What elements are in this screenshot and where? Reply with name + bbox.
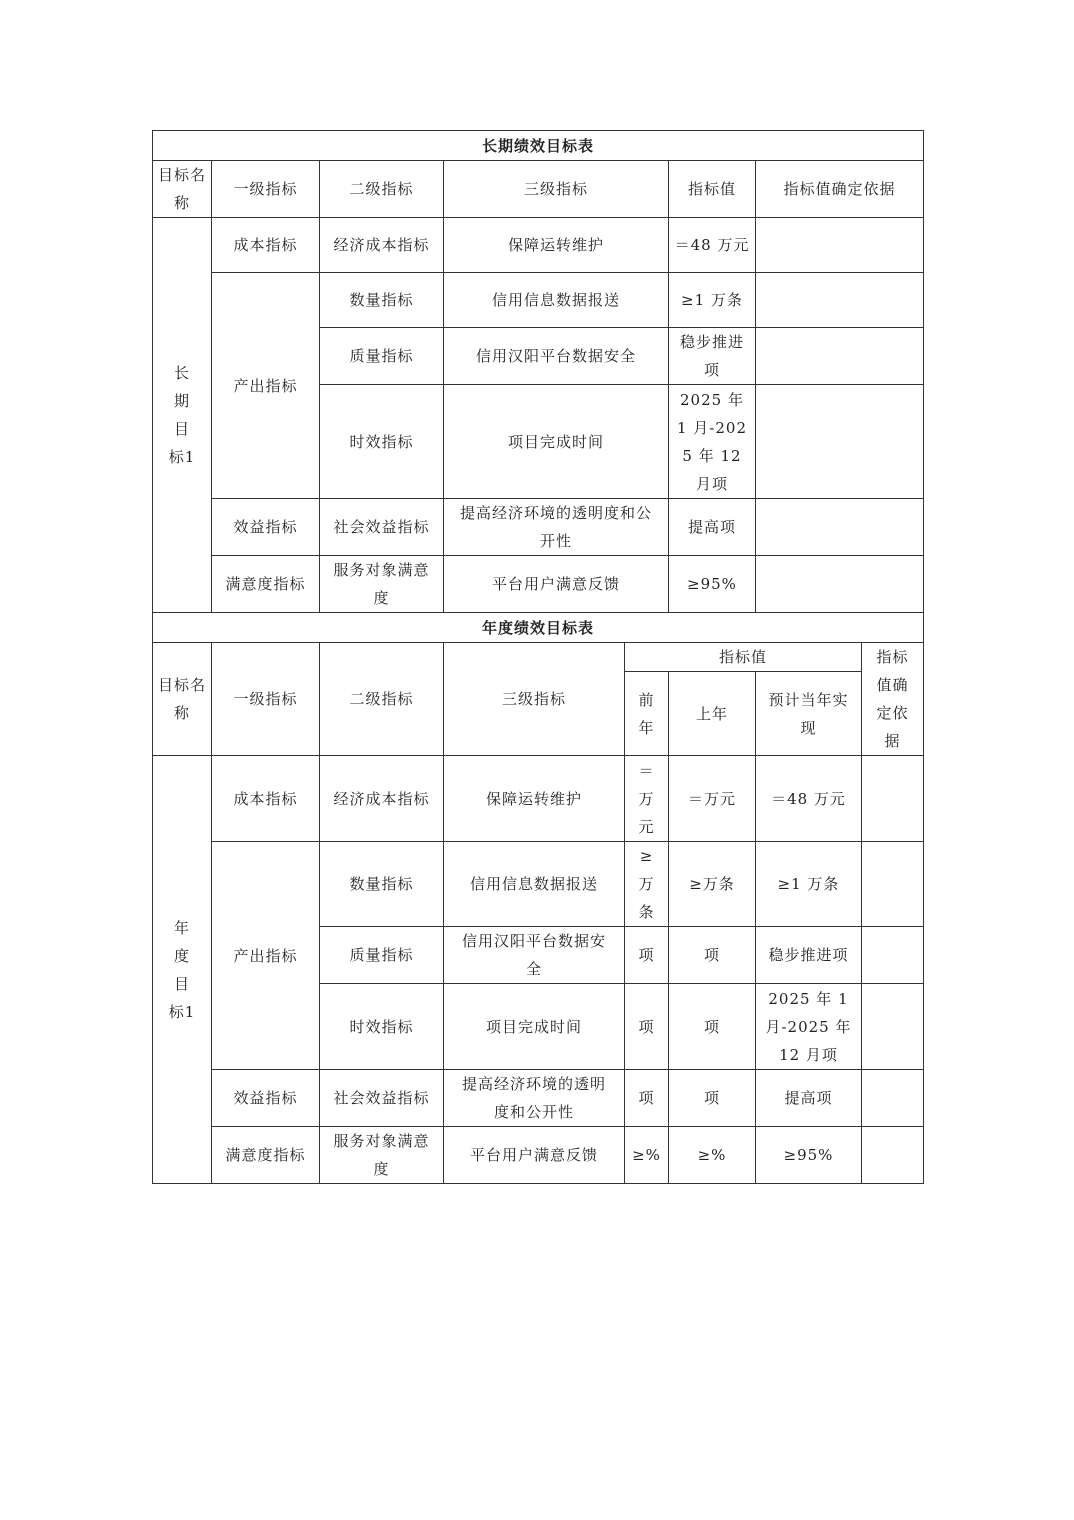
prev-prev-cell: 项: [625, 1070, 669, 1127]
annual-table-title: 年度绩效目标表: [153, 613, 924, 643]
table-row: [153, 842, 924, 927]
basis-cell: [862, 1070, 924, 1127]
basis-cell: [862, 756, 924, 842]
basis-cell: [862, 984, 924, 1070]
basis-cell: [756, 218, 924, 273]
long-term-table-title: 长期绩效目标表: [153, 131, 924, 161]
basis-cell: [862, 842, 924, 927]
level3-cell: 提高经济环境的透明度和公开性: [444, 499, 669, 556]
table-row: [153, 556, 924, 613]
header-level2: 二级指标: [320, 643, 444, 756]
header-level3: 三级指标: [444, 643, 625, 756]
level2-cell: 社会效益指标: [320, 1070, 444, 1127]
level1-cell: 产出指标: [212, 273, 320, 499]
current-cell: ≥95%: [756, 1127, 862, 1184]
level1-cell: 效益指标: [212, 499, 320, 556]
annual-goal-table: [152, 612, 924, 1184]
basis-cell: [862, 927, 924, 984]
level2-cell: 经济成本指标: [320, 756, 444, 842]
level2-cell: 服务对象满意度: [320, 556, 444, 613]
level2-cell: 时效指标: [320, 385, 444, 499]
level1-cell: 成本指标: [212, 756, 320, 842]
level3-cell: 保障运转维护: [444, 218, 669, 273]
prev-prev-cell: ≥万条: [625, 842, 669, 927]
basis-cell: [756, 328, 924, 385]
prev-cell: ≥%: [669, 1127, 756, 1184]
level3-cell: 信用汉阳平台数据安全: [444, 927, 625, 984]
level1-cell: 成本指标: [212, 218, 320, 273]
header-value: 指标值: [669, 161, 756, 218]
prev-prev-cell: ＝万元: [625, 756, 669, 842]
level3-cell: 平台用户满意反馈: [444, 556, 669, 613]
level3-cell: 项目完成时间: [444, 984, 625, 1070]
prev-cell: ＝万元: [669, 756, 756, 842]
level1-cell: 产出指标: [212, 842, 320, 1070]
header-basis: 指标值确定依据: [862, 643, 924, 756]
level2-cell: 社会效益指标: [320, 499, 444, 556]
current-cell: 稳步推进项: [756, 927, 862, 984]
value-cell: ≥95%: [669, 556, 756, 613]
table-row: [153, 756, 924, 842]
level2-cell: 质量指标: [320, 328, 444, 385]
prev-cell: 项: [669, 927, 756, 984]
prev-prev-cell: ≥%: [625, 1127, 669, 1184]
level3-cell: 平台用户满意反馈: [444, 1127, 625, 1184]
long-term-goal-table: [152, 130, 924, 613]
prev-prev-cell: 项: [625, 984, 669, 1070]
basis-cell: [756, 556, 924, 613]
basis-cell: [756, 499, 924, 556]
header-prev-year: 上年: [669, 672, 756, 756]
header-current-year: 预计当年实现: [756, 672, 862, 756]
header-level3: 三级指标: [444, 161, 669, 218]
value-cell: ≥1 万条: [669, 273, 756, 328]
level1-cell: 满意度指标: [212, 1127, 320, 1184]
level3-cell: 项目完成时间: [444, 385, 669, 499]
goal-name-cell: 长期目标1: [153, 218, 212, 613]
basis-cell: [756, 385, 924, 499]
current-cell: ≥1 万条: [756, 842, 862, 927]
prev-cell: 项: [669, 1070, 756, 1127]
level2-cell: 服务对象满意度: [320, 1127, 444, 1184]
current-cell: 提高项: [756, 1070, 862, 1127]
header-level2: 二级指标: [320, 161, 444, 218]
level2-cell: 经济成本指标: [320, 218, 444, 273]
table-row: [153, 1070, 924, 1127]
goal-name-cell: 年度目标1: [153, 756, 212, 1184]
prev-prev-cell: 项: [625, 927, 669, 984]
level2-cell: 数量指标: [320, 842, 444, 927]
prev-cell: 项: [669, 984, 756, 1070]
header-goal-name: 目标名称: [153, 161, 212, 218]
level3-cell: 信用汉阳平台数据安全: [444, 328, 669, 385]
value-cell: 稳步推进项: [669, 328, 756, 385]
level1-cell: 效益指标: [212, 1070, 320, 1127]
current-cell: 2025 年 1 月-2025 年 12 月项: [756, 984, 862, 1070]
current-cell: ＝48 万元: [756, 756, 862, 842]
basis-cell: [756, 273, 924, 328]
table-row: [153, 1127, 924, 1184]
level3-cell: 信用信息数据报送: [444, 273, 669, 328]
level2-cell: 质量指标: [320, 927, 444, 984]
value-cell: 2025 年 1 月-2025 年 12 月项: [669, 385, 756, 499]
header-prev-prev-year: 前年: [625, 672, 669, 756]
value-cell: 提高项: [669, 499, 756, 556]
level2-cell: 数量指标: [320, 273, 444, 328]
prev-cell: ≥万条: [669, 842, 756, 927]
header-level1: 一级指标: [212, 643, 320, 756]
table-row: [153, 499, 924, 556]
level3-cell: 信用信息数据报送: [444, 842, 625, 927]
level3-cell: 保障运转维护: [444, 756, 625, 842]
table-row: [153, 218, 924, 273]
table-row: [153, 273, 924, 328]
level2-cell: 时效指标: [320, 984, 444, 1070]
header-value: 指标值: [625, 643, 862, 672]
header-basis: 指标值确定依据: [756, 161, 924, 218]
basis-cell: [862, 1127, 924, 1184]
value-cell: ＝48 万元: [669, 218, 756, 273]
header-level1: 一级指标: [212, 161, 320, 218]
level3-cell: 提高经济环境的透明度和公开性: [444, 1070, 625, 1127]
level1-cell: 满意度指标: [212, 556, 320, 613]
header-goal-name: 目标名称: [153, 643, 212, 756]
